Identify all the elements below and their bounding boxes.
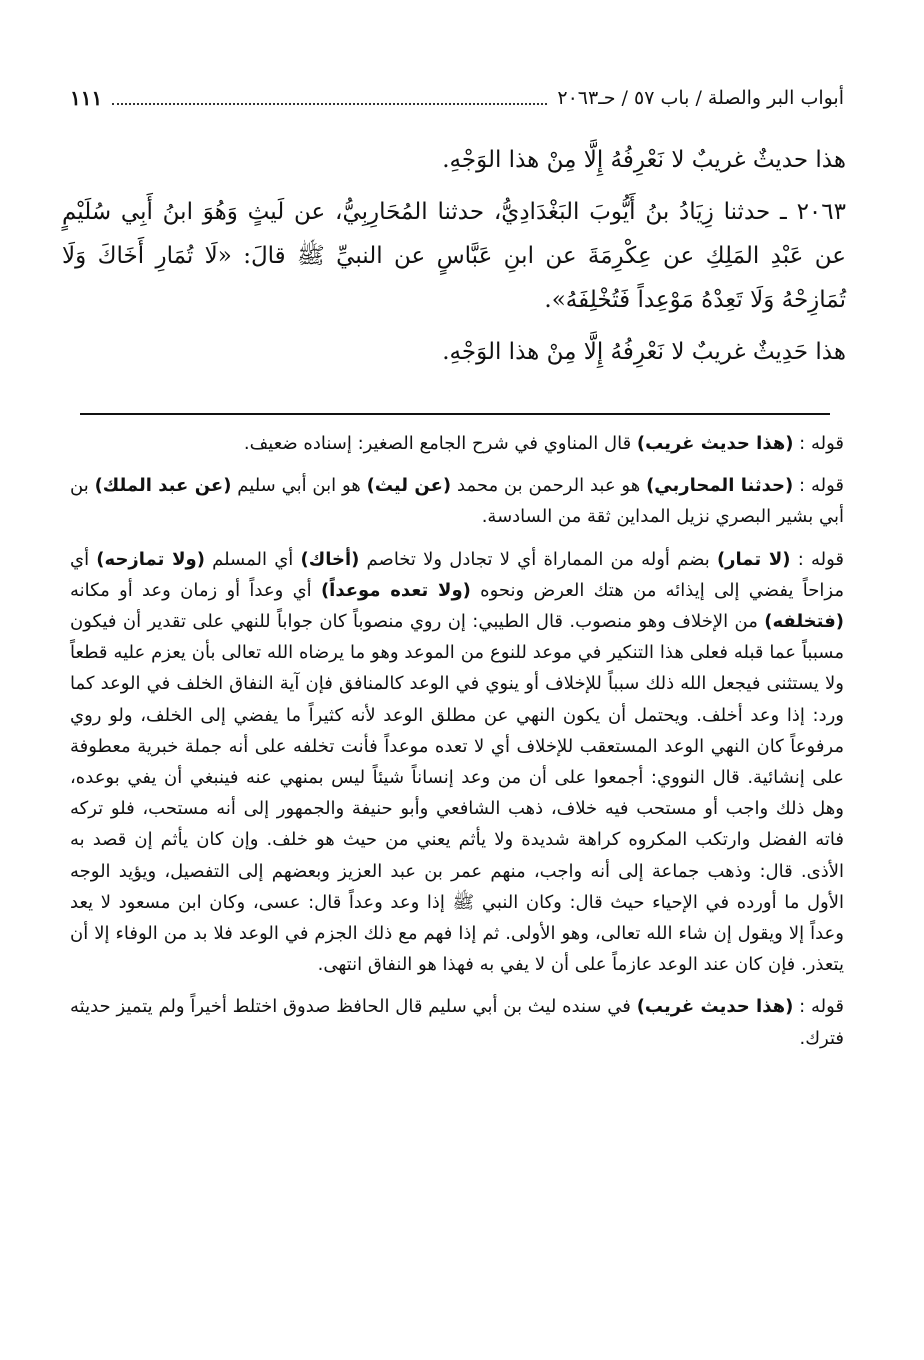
running-header [70, 78, 844, 118]
main-text [62, 138, 846, 382]
hadith-2063: ٢٠٦٣ ـ حدثنا زِيَادُ بنُ أَيُّوبَ البَغْدَادِيُّ، حدثنا المُحَارِبِيُّ، عن لَيثٍ وَهُوَ ابنُ أَبِي سُلَيْمٍ عن عَبْدِ المَلِكِ عن عِكْرِمَةَ عن ابنِ عَبَّاسٍ عن النبيِّ ﷺ قالَ: «لَا تُمَارِ أَخَاكَ وَلَا تُمَازِحْهُ وَلَا تَعِدْهُ مَوْعِداً فَتُخْلِفَهُ». [62, 199, 846, 313]
main-line-1: هذا حديثٌ غريبٌ لا نَعْرِفُهُ إِلَّا مِنْ هذا الوَجْهِ. [442, 147, 846, 173]
page-number: ١١١ [70, 86, 103, 110]
note-text: قال المناوي في شرح الجامع الصغير: إسناده ضعيف. [243, 433, 637, 454]
note-prefix: قوله : [793, 475, 845, 497]
note-keyword: (فتخلفه) [764, 611, 844, 633]
note-text: أي المسلم [204, 548, 301, 570]
note-keyword: (لا تمار) [716, 548, 791, 570]
note-3 [70, 544, 844, 981]
note-text: أي مزاحاً يفضي إلى إيذائه من هتك العرض ونحوه [70, 548, 844, 601]
note-prefix: قوله : [790, 548, 845, 570]
note-keyword: (أخاك) [300, 548, 360, 570]
note-keyword: (عن عبد الملك) [94, 475, 232, 497]
note-prefix: قوله : [793, 996, 845, 1018]
note-text: أي وعداً أو زمان وعد أو مكانه [70, 579, 321, 601]
main-line-3: هذا حَدِيثٌ غريبٌ لا نَعْرِفُهُ إِلَّا مِنْ هذا الوَجْهِ. [442, 339, 846, 365]
note-text: هو ابن أبي سليم [231, 475, 367, 497]
note-keyword: (ولا تمازحه) [96, 548, 205, 570]
footnote-divider [80, 413, 830, 415]
header-title: أبواب البر والصلة / باب ٥٧ / حـ٢٠٦٣ [557, 87, 844, 109]
note-text: هو عبد الرحمن بن محمد [451, 475, 647, 497]
note-keyword: (هذا حديث غريب) [636, 433, 794, 454]
note-prefix: قوله : [793, 433, 844, 454]
note-keyword: (ولا تعده موعداً) [320, 579, 471, 601]
note-keyword: (عن ليث) [366, 475, 452, 497]
note-2 [70, 470, 844, 532]
commentary [70, 428, 844, 1065]
note-keyword: (هذا حديث غريب) [636, 996, 794, 1018]
note-text: بن أبي بشير البصري نزيل المداين ثقة من السادسة. [70, 475, 844, 528]
note-text: في سنده ليث بن أبي سليم قال الحافظ صدوق اختلط أخيراً ولم يتميز حديثه فترك. [70, 996, 844, 1049]
note-4 [70, 991, 844, 1053]
header-dot-leader [112, 91, 547, 105]
note-text: من الإخلاف وهو منصوب. قال الطيبي: إن روي منصوباً كان جواباً للنهي على تقدير أن فيكون مسبباً عما قبله فعلى هذا التنكير في موعد للنوع من الموعد وهو ما يرضاه الله تعالى بأن يعزم عليه قطعاً ولا يستثنى فيجعل الله ذلك سبباً للإخلاف أو ينوي في الوعد كالمنافق فإن آية النفاق الخلف في الوعد كما ورد: إذا وعد أخلف. ويحتمل أن يكون النهي عن مطلق الوعد لأنه كثيراً ما يفضي إلى الخلف، ولو روي مرفوعاً كان النهي الوعد المستعقب للإخلاف أي لا تعده موعداً فأنت تخلفه على أنه جملة خبرية معطوفة على إنشائية. قال النووي: أجمعوا على أن من وعد إنساناً شيئاً ليس بمنهي عنه فينبغي أن يفي بوعده، وهل ذلك واجب أو مستحب فيه خلاف، ذهب الشافعي وأبو حنيفة والجمهور إلى أنه مستحب، فلو تركه فاته الفضل وارتكب المكروه كراهة شديدة ولا يأثم يعني من حيث هو خلف. وإن كان يأثم إن قصد به الأذى. قال: وذهب جماعة إلى أنه واجب، منهم عمر بن عبد العزيز وبعضهم إلى التفصيل، ويؤيد الوجه الأول ما أورده في الإحياء حيث قال: وكان النبي ﷺ إذا وعد وعداً قال: عسى، وكان ابن مسعود لا يعد وعداً إلا ويقول إن شاء الله تعالى، وهو الأولى. ثم إذا فهم مع ذلك الجزم في الوعد فلا بد من الوفاء إلا أن يتعذر. فإن كان عند الوعد عازماً على أن لا يفي به فهذا هو النفاق انتهى. [70, 611, 844, 976]
note-1 [70, 428, 844, 459]
note-keyword: (حدثنا المحاربي) [646, 475, 794, 497]
note-text: بضم أوله من المماراة أي لا تجادل ولا تخاصم [359, 548, 717, 570]
